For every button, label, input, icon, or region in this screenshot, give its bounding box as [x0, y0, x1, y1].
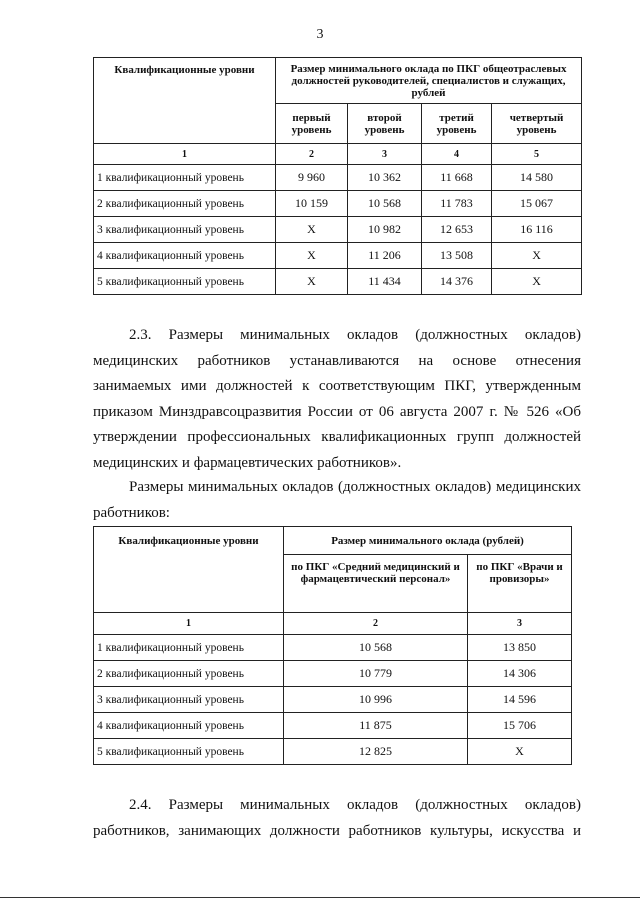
table-row [94, 243, 582, 269]
salary-table-general [93, 57, 582, 295]
table-row [94, 635, 572, 661]
row-label: 2 квалификационный уровень [94, 661, 284, 687]
paragraph-2-3: 2.3. Размеры минимальных окладов (должностных окладов) медицинских работников устанавливаются на основе отнесения занимаемых ими должностей к соответствующим ПКГ, утвержденным приказом Минздравсоцразвития России от 06 августа 2007 г. № 526 «Об утверждении профессиональных квалификационных групп должностей медицинских и фармацевтических работников». [93, 327, 581, 471]
cell-value: X [276, 243, 348, 269]
salary-table-medical [93, 526, 572, 765]
cell-value: X [276, 217, 348, 243]
page-bottom-rule [0, 897, 640, 898]
table2-colnum: 3 [468, 613, 572, 635]
cell-value: 14 596 [468, 687, 572, 713]
row-label: 3 квалификационный уровень [94, 687, 284, 713]
table2-header-levels: Квалификационные уровни [94, 527, 284, 613]
cell-value: 11 668 [422, 165, 492, 191]
table1-colnum: 1 [94, 144, 276, 165]
page-number: 3 [316, 27, 324, 42]
table1-subheader-4: четвертый уровень [492, 104, 582, 144]
cell-value: 15 067 [492, 191, 582, 217]
table1-header-size: Размер минимального оклада по ПКГ общеотраслевых должностей руководителей, специалистов и служащих, рублей [276, 58, 582, 104]
table-row [94, 661, 572, 687]
row-label: 4 квалификационный уровень [94, 243, 276, 269]
paragraph-2-4: 2.4. Размеры минимальных окладов (должностных окладов) работников, занимающих должности работников культуры, искусства и [93, 797, 581, 839]
cell-value: 12 825 [284, 739, 468, 765]
cell-value: 10 568 [348, 191, 422, 217]
cell-value: 14 376 [422, 269, 492, 295]
cell-value: 10 568 [284, 635, 468, 661]
cell-value: 14 306 [468, 661, 572, 687]
table-row [94, 687, 572, 713]
table1-header-levels: Квалификационные уровни [94, 58, 276, 144]
cell-value: 16 116 [492, 217, 582, 243]
cell-value: 9 960 [276, 165, 348, 191]
table1-subheader-2: второй уровень [348, 104, 422, 144]
cell-value: 10 159 [276, 191, 348, 217]
table-row [94, 739, 572, 765]
cell-value: X [468, 739, 572, 765]
table-row [94, 217, 582, 243]
table1-colnum-row [94, 144, 582, 165]
table2-subheader-2: по ПКГ «Врачи и провизоры» [468, 555, 572, 613]
table-row [94, 269, 582, 295]
cell-value: 10 779 [284, 661, 468, 687]
row-label: 1 квалификационный уровень [94, 635, 284, 661]
row-label: 5 квалификационный уровень [94, 269, 276, 295]
table2-colnum-row [94, 613, 572, 635]
cell-value: 10 996 [284, 687, 468, 713]
cell-value: 10 362 [348, 165, 422, 191]
table-row [94, 191, 582, 217]
cell-value: 11 206 [348, 243, 422, 269]
table1-colnum: 2 [276, 144, 348, 165]
cell-value: X [492, 243, 582, 269]
cell-value: 11 434 [348, 269, 422, 295]
row-label: 5 квалификационный уровень [94, 739, 284, 765]
table2-subheader-1: по ПКГ «Средний медицинский и фармацевтический персонал» [284, 555, 468, 613]
table1-subheader-1: первый уровень [276, 104, 348, 144]
table2-header-size: Размер минимального оклада (рублей) [284, 527, 572, 555]
table2-colnum: 1 [94, 613, 284, 635]
table1-colnum: 5 [492, 144, 582, 165]
cell-value: X [276, 269, 348, 295]
row-label: 4 квалификационный уровень [94, 713, 284, 739]
table1-colnum: 4 [422, 144, 492, 165]
row-label: 3 квалификационный уровень [94, 217, 276, 243]
table2-colnum: 2 [284, 613, 468, 635]
cell-value: 13 850 [468, 635, 572, 661]
cell-value: 11 783 [422, 191, 492, 217]
cell-value: 13 508 [422, 243, 492, 269]
table-row [94, 165, 582, 191]
cell-value: 10 982 [348, 217, 422, 243]
cell-value: 12 653 [422, 217, 492, 243]
cell-value: X [492, 269, 582, 295]
row-label: 2 квалификационный уровень [94, 191, 276, 217]
paragraph-medical-sizes: Размеры минимальных окладов (должностных окладов) медицинских работников: [93, 479, 581, 521]
cell-value: 15 706 [468, 713, 572, 739]
table1-subheader-3: третий уровень [422, 104, 492, 144]
row-label: 1 квалификационный уровень [94, 165, 276, 191]
table-row [94, 713, 572, 739]
cell-value: 14 580 [492, 165, 582, 191]
cell-value: 11 875 [284, 713, 468, 739]
table1-colnum: 3 [348, 144, 422, 165]
